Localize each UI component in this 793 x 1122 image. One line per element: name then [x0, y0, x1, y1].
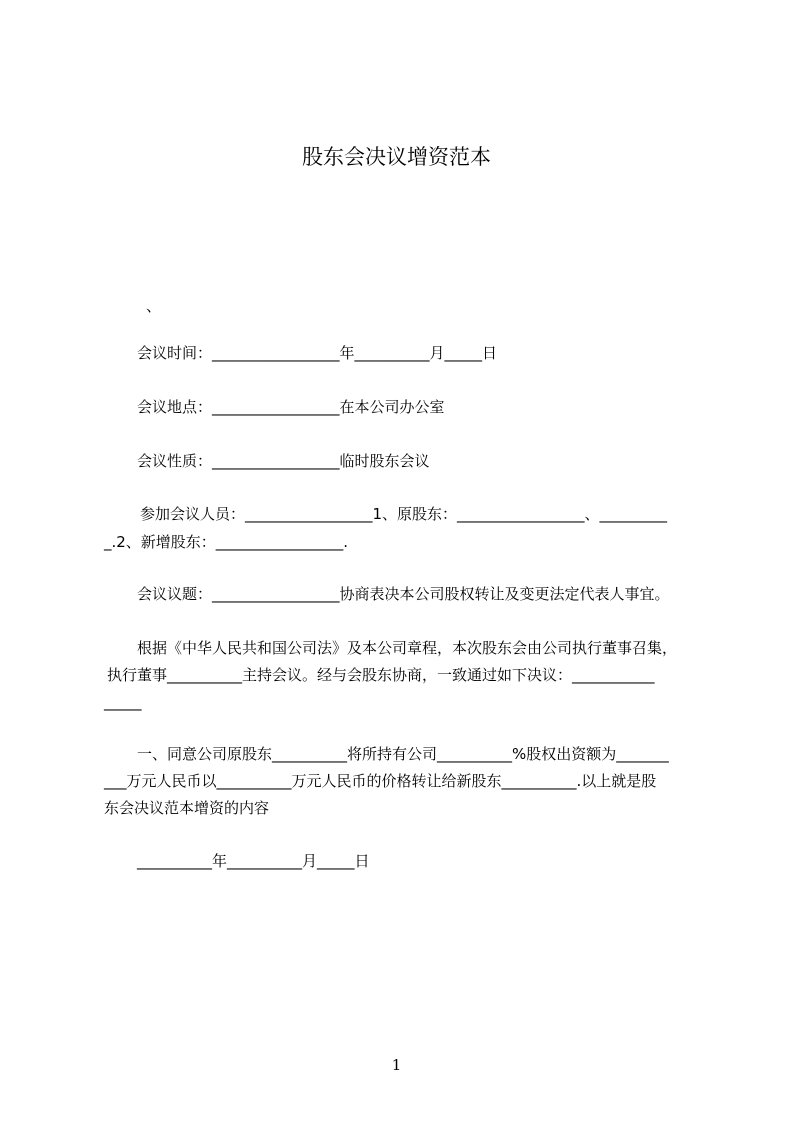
meeting-time-line: 会议时间：_________________年__________月_____日 [137, 344, 498, 362]
resolution-line-2: ___万元人民币以__________万元人民币的价格转让给新股东__________.以上就是股 [104, 772, 657, 790]
basis-line-2: 执行董事__________主持会议。经与会股东协商，一致通过如下决议：___________ [107, 666, 655, 684]
attendees-line-1: 参加会议人员：_________________1、原股东：_________________、_________ [140, 505, 668, 523]
resolution-line-1: 一、同意公司原股东__________将所持有公司__________%股权出资额为_______ [137, 745, 669, 763]
basis-line-1: 根据《中华人民共和国公司法》及本公司章程，本次股东会由公司执行董事召集， [137, 639, 678, 657]
document-title: 股东会决议增资范本 [302, 145, 491, 169]
meeting-topic-line: 会议议题：_________________协商表决本公司股权转让及变更法定代表人事宜。 [137, 585, 670, 603]
signature-date-line: __________年__________月_____日 [137, 852, 370, 870]
attendees-line-2: _.2、新增股东：_________________. [104, 533, 349, 551]
resolution-line-3: 东会决议范本增资的内容 [104, 799, 270, 817]
stray-mark: 、 [146, 297, 162, 315]
meeting-place-line: 会议地点：_________________在本公司办公室 [137, 398, 445, 416]
basis-line-3: _____ [104, 693, 142, 711]
page-number: 1 [391, 1056, 402, 1074]
meeting-nature-line: 会议性质：_________________临时股东会议 [137, 452, 430, 470]
